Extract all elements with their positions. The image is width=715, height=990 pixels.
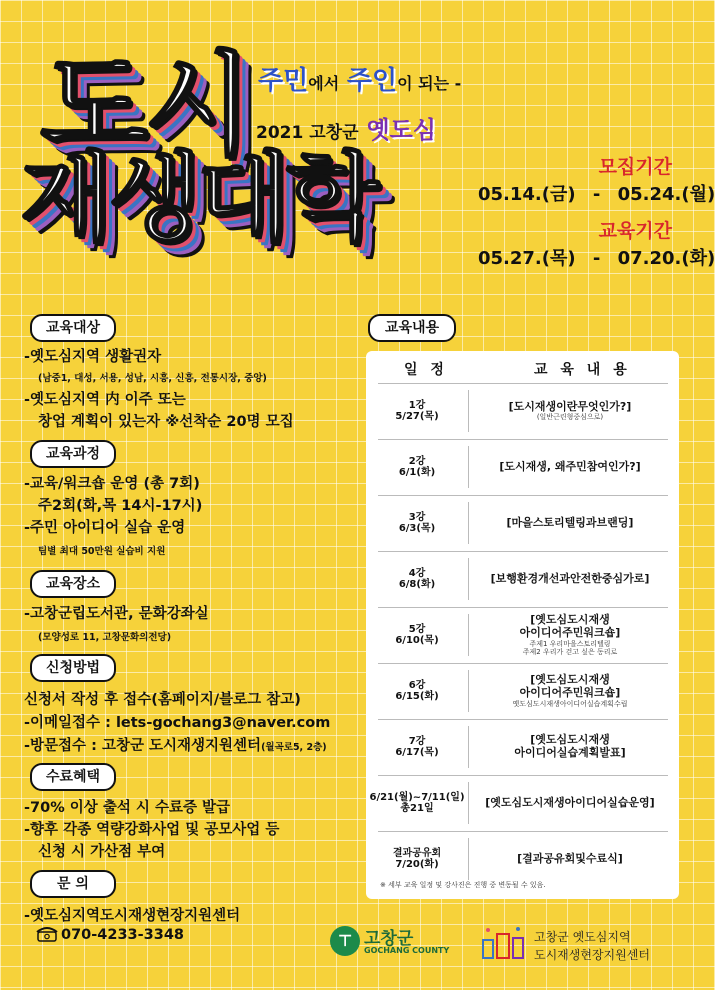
gochang-logo-en: GOCHANG COUNTY xyxy=(364,946,450,955)
row-lecture-name: 결과공유회 xyxy=(392,847,442,859)
table-header-date: 일 정 xyxy=(404,362,448,378)
row-lecture-name: 4강 xyxy=(408,567,426,579)
row-content xyxy=(472,720,668,774)
row-divider xyxy=(468,446,469,488)
row-title: [옛도심도시재생아이디어실습운영] xyxy=(485,795,655,809)
row-divider xyxy=(468,670,469,712)
table-row xyxy=(378,495,668,550)
row-lecture xyxy=(378,496,456,550)
row-divider xyxy=(468,390,469,432)
tagline-sm1: 에서 xyxy=(308,74,340,93)
education-end: 07.20.(화) xyxy=(617,248,715,269)
row-lecture xyxy=(378,664,456,718)
row-lecture xyxy=(378,720,456,774)
row-lecture-name: 1강 xyxy=(408,399,426,411)
recruit-dates xyxy=(478,180,715,206)
recruit-sep: - xyxy=(592,184,601,205)
row-content xyxy=(472,776,668,830)
row-lecture xyxy=(378,440,456,494)
education-dates xyxy=(478,244,715,270)
row-content xyxy=(472,832,668,886)
row-date: 총21일 xyxy=(400,803,434,814)
row-divider xyxy=(468,502,469,544)
row-title: [결과공유회및수료식] xyxy=(517,851,623,865)
row-subtitle: 주제1 우리마을스토리텔링 xyxy=(529,639,611,648)
row-title: [마을스토리텔링과브랜딩] xyxy=(506,515,634,529)
row-title: [옛도심도시재생 아이디어주민워크숍] xyxy=(519,673,621,699)
gochang-logo-kr: 고창군 xyxy=(364,929,414,949)
table-header-content: 교 육 내 용 xyxy=(534,362,631,378)
place-line1: -고창군립도서관, 문화강좌실 xyxy=(24,606,209,622)
title-line1: 도시 xyxy=(40,41,249,171)
section-label-course: 교육과정 xyxy=(30,440,116,468)
benefit-line1: -70% 이상 출석 시 수료증 발급 xyxy=(24,800,231,816)
course-line2: 주2회(화,목 14시-17시) xyxy=(38,498,203,514)
course-line1: -교육/워크숍 운영 (총 7회) xyxy=(24,476,200,492)
table-row xyxy=(378,831,668,886)
row-lecture-name: 6/21(월)~7/11(일) xyxy=(369,791,465,803)
section-label-contact: 문 의 xyxy=(30,870,116,898)
apply-line3-note: (월곡로5, 2층) xyxy=(261,742,327,753)
schedule-note: ※ 세부 교육 일정 및 강사진은 진행 중 변동될 수 있음. xyxy=(380,881,546,889)
row-content xyxy=(472,496,668,550)
center-logo-line1: 고창군 옛도심지역 xyxy=(534,930,631,944)
row-title: [옛도심도시재생 아이디어주민워크숍] xyxy=(519,613,621,639)
row-divider xyxy=(468,726,469,768)
apply-line2: -이메일접수 : lets-gochang3@naver.com xyxy=(24,715,331,731)
row-title: [도시재생이란무엇인가?] xyxy=(508,399,632,413)
tagline-hl1: 주민 xyxy=(258,66,309,96)
benefit-line2: -향후 각종 역량강화사업 및 공모사업 등 xyxy=(24,822,280,838)
center-logo-text xyxy=(534,928,650,964)
row-title: [도시재생, 왜주민참여인가?] xyxy=(499,459,641,473)
course-line3: -주민 아이디어 실습 운영 xyxy=(24,520,186,536)
row-title: [옛도심도시재생 아이디어실습계획발표] xyxy=(514,733,626,759)
row-date: 6/15(화) xyxy=(395,691,439,702)
row-date: 6/8(화) xyxy=(398,579,436,590)
row-content xyxy=(472,440,668,494)
apply-line3-main: -방문접수 : 고창군 도시재생지원센터 xyxy=(24,738,262,754)
table-row xyxy=(378,607,668,662)
center-logo-line2: 도시재생현장지원센터 xyxy=(534,948,650,962)
target-note1: (남중1, 대성, 서용, 성남, 시흥, 신흥, 전통시장, 중앙) xyxy=(38,373,267,384)
row-divider xyxy=(468,558,469,600)
row-title: [보행환경개선과안전한중심가로] xyxy=(490,571,650,585)
table-row xyxy=(369,775,668,830)
apply-line1: 신청서 작성 후 접수(홈페이지/블로그 참고) xyxy=(24,692,301,708)
row-content xyxy=(472,664,668,718)
row-lecture-name: 6강 xyxy=(408,679,426,691)
education-start: 05.27.(목) xyxy=(478,248,576,269)
table-row xyxy=(378,439,668,494)
row-content xyxy=(472,608,668,662)
section-label-benefit: 수료혜택 xyxy=(30,763,116,791)
contact-line1: -옛도심지역도시재생현장지원센터 xyxy=(24,908,241,924)
year-org: 2021 고창군 xyxy=(256,123,359,143)
apply-line3 xyxy=(24,734,327,755)
row-divider xyxy=(468,614,469,656)
table-row xyxy=(378,551,668,606)
row-lecture xyxy=(369,776,465,830)
table-row xyxy=(378,719,668,774)
tagline-hl2: 주인 xyxy=(346,66,398,96)
telephone-icon xyxy=(36,926,58,942)
row-lecture xyxy=(378,832,456,886)
gochang-emblem-icon: ⊤ xyxy=(330,926,360,956)
row-content xyxy=(472,552,668,606)
row-date: 5/27(목) xyxy=(395,411,439,422)
row-lecture-name: 5강 xyxy=(408,623,426,635)
row-lecture xyxy=(378,384,456,438)
row-subtitle: 주제2 우리가 걷고 싶은 동리로 xyxy=(522,647,618,656)
section-label-schedule: 교육내용 xyxy=(368,314,456,342)
row-lecture xyxy=(378,552,456,606)
course-note1: 팀별 최대 50만원 실습비 지원 xyxy=(38,546,166,557)
row-lecture-name: 3강 xyxy=(408,511,426,523)
recruit-start: 05.14.(금) xyxy=(478,184,576,205)
row-lecture-name: 7강 xyxy=(408,735,426,747)
row-divider xyxy=(468,838,469,880)
education-label: 교육기간 xyxy=(598,220,672,242)
row-content xyxy=(472,384,668,438)
row-date: 6/17(목) xyxy=(395,747,439,758)
row-date: 6/1(화) xyxy=(398,467,436,478)
tagline xyxy=(258,60,461,97)
education-sep: - xyxy=(592,248,601,269)
recruit-label: 모집기간 xyxy=(598,156,672,178)
target-line2: -옛도심지역 内 이주 또는 xyxy=(24,392,186,408)
contact-phone[interactable]: 070-4233-3348 xyxy=(61,927,185,943)
row-date: 6/3(목) xyxy=(398,523,436,534)
town-buildings-icon xyxy=(480,924,526,960)
benefit-line3: 신청 시 가산점 부여 xyxy=(38,844,166,860)
row-divider xyxy=(468,782,469,824)
row-date: 6/10(목) xyxy=(395,635,439,646)
table-row xyxy=(378,663,668,718)
place-note1: (모양성로 11, 고창문화의전당) xyxy=(38,632,172,643)
row-lecture-name: 2강 xyxy=(408,455,426,467)
program-name: 옛도심 xyxy=(366,116,437,144)
section-label-target: 교육대상 xyxy=(30,314,116,342)
row-date: 7/20(화) xyxy=(395,859,439,870)
section-label-place: 교육장소 xyxy=(30,570,116,598)
title-line2: 재생대학 xyxy=(20,142,375,254)
row-subtitle: 옛도심도시재생아이디어실습계획수립 xyxy=(512,699,628,708)
tagline-sm2: 이 되는 - xyxy=(397,74,462,93)
program-tag xyxy=(256,110,436,145)
target-line3: 창업 계획이 있는자 ※선착순 20명 모집 xyxy=(38,414,294,430)
row-lecture xyxy=(378,608,456,662)
recruit-end: 05.24.(월) xyxy=(617,184,715,205)
section-label-apply: 신청방법 xyxy=(30,654,116,682)
contact-phone-row xyxy=(36,926,184,943)
schedule-table xyxy=(366,351,679,899)
target-line1: -옛도심지역 생활권자 xyxy=(24,349,162,365)
row-subtitle: (일반근린형중심으로) xyxy=(536,413,604,422)
table-row xyxy=(378,383,668,438)
